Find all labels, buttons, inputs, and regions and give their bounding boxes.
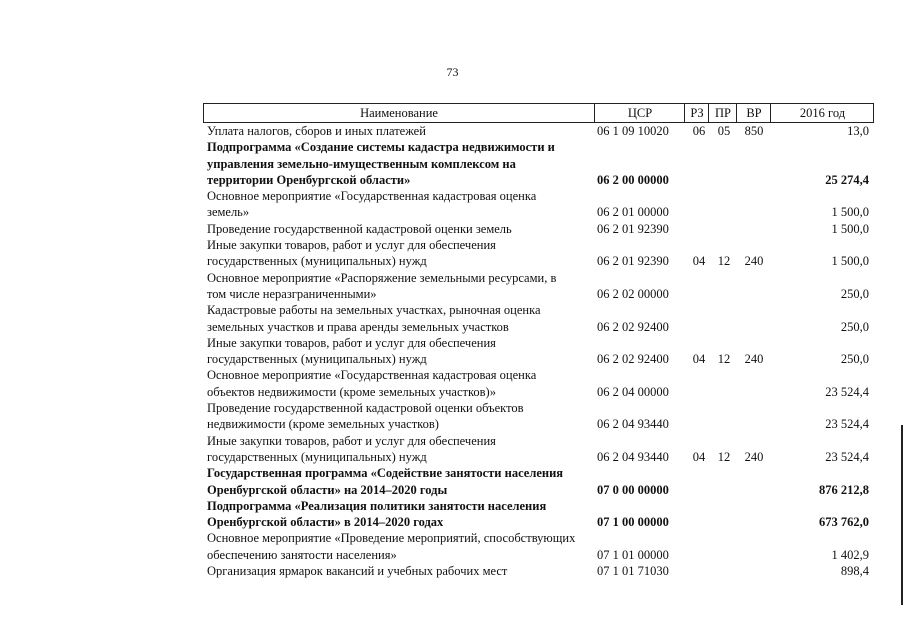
row-pr: 12 <box>717 352 731 367</box>
scan-edge-mark <box>901 425 903 605</box>
row-name-line: управления земельно-имущественным комплексом на <box>207 156 516 171</box>
table-row <box>203 237 874 270</box>
row-name-line: земельных участков и права аренды земельных участков <box>207 319 509 334</box>
row-name-line: Уплата налогов, сборов и иных платежей <box>207 124 426 138</box>
row-rz: 04 <box>692 449 706 464</box>
row-rz: 04 <box>692 254 706 269</box>
row-name-line: территории Оренбургской области» <box>207 172 411 187</box>
table-row <box>203 465 874 498</box>
table-row <box>203 302 874 335</box>
row-amount: 250,0 <box>840 352 869 367</box>
row-name <box>207 221 587 237</box>
row-name <box>207 123 587 139</box>
row-name-line: обеспечению занятости населения» <box>207 547 397 562</box>
row-csr: 07 0 00 00000 <box>597 482 669 497</box>
table-row <box>203 530 874 563</box>
row-name-line: Организация ярмарок вакансий и учебных рабочих мест <box>207 564 508 579</box>
row-csr: 07 1 00 00000 <box>597 515 669 530</box>
table-header <box>203 103 874 123</box>
row-name-line: Кадастровые работы на земельных участках, рыночная оценка <box>207 303 541 318</box>
row-vr: 850 <box>744 124 764 138</box>
row-name <box>207 188 587 221</box>
header-rz: РЗ <box>684 104 709 122</box>
row-csr: 06 2 01 92390 <box>597 221 669 236</box>
row-name <box>207 270 587 303</box>
header-name: Наименование <box>360 106 438 120</box>
row-rz: 04 <box>692 352 706 367</box>
row-csr: 06 2 01 92390 <box>597 254 669 269</box>
row-csr: 06 2 04 93440 <box>597 449 669 464</box>
row-name-line: государственных (муниципальных) нужд <box>207 449 427 464</box>
table-row <box>203 367 874 400</box>
row-csr: 06 2 02 92400 <box>597 352 669 367</box>
row-name-line: Подпрограмма «Реализация политики занятости населения <box>207 498 547 513</box>
row-name <box>207 400 587 433</box>
row-name-line: Оренбургской области» в 2014–2020 годах <box>207 515 444 530</box>
row-csr: 07 1 01 71030 <box>597 564 669 579</box>
table-row <box>203 221 874 237</box>
row-amount: 1 500,0 <box>831 221 869 236</box>
table-row <box>203 335 874 368</box>
row-name <box>207 237 587 270</box>
table-row <box>203 433 874 466</box>
row-name <box>207 465 587 498</box>
row-csr: 06 2 04 93440 <box>597 417 669 432</box>
row-name <box>207 563 587 579</box>
row-name-line: земель» <box>207 205 250 220</box>
row-vr: 240 <box>744 254 764 269</box>
table-row <box>203 563 874 579</box>
row-name-line: Основное мероприятие «Государственная кадастровая оценка <box>207 189 537 204</box>
table-row <box>203 400 874 433</box>
row-amount: 250,0 <box>840 319 869 334</box>
row-csr: 07 1 01 00000 <box>597 547 669 562</box>
row-amount: 250,0 <box>840 286 869 301</box>
row-name-line: Подпрограмма «Создание системы кадастра недвижимости и <box>207 140 555 155</box>
row-amount: 23 524,4 <box>825 384 869 399</box>
row-pr: 12 <box>717 254 731 269</box>
row-name-line: Иные закупки товаров, работ и услуг для обеспечения <box>207 433 496 448</box>
row-name-line: государственных (муниципальных) нужд <box>207 254 427 269</box>
budget-table <box>203 103 874 579</box>
header-vr: ВР <box>736 104 771 122</box>
row-name-line: Проведение государственной кадастровой оценки объектов <box>207 401 524 416</box>
table-row <box>203 139 874 188</box>
row-name <box>207 335 587 368</box>
row-amount: 1 500,0 <box>831 205 869 220</box>
row-csr: 06 1 09 10020 <box>597 124 669 138</box>
row-amount: 25 274,4 <box>825 172 869 187</box>
row-name-line: государственных (муниципальных) нужд <box>207 352 427 367</box>
row-pr: 12 <box>717 449 731 464</box>
header-year: 2016 год <box>770 104 874 122</box>
row-amount: 23 524,4 <box>825 417 869 432</box>
row-vr: 240 <box>744 352 764 367</box>
table-body <box>203 123 874 579</box>
row-csr: 06 2 02 00000 <box>597 286 669 301</box>
row-name-line: Основное мероприятие «Проведение мероприятий, способствующих <box>207 531 576 546</box>
row-name-line: Иные закупки товаров, работ и услуг для обеспечения <box>207 238 496 253</box>
row-name-line: Государственная программа «Содействие занятости населения <box>207 466 564 481</box>
row-name <box>207 302 587 335</box>
header-pr: ПР <box>708 104 737 122</box>
row-name-line: том числе неразграниченными» <box>207 286 377 301</box>
row-pr: 05 <box>717 124 731 138</box>
row-name-line: Проведение государственной кадастровой оценки земель <box>207 221 512 236</box>
row-csr: 06 2 00 00000 <box>597 172 669 187</box>
row-name-line: недвижимости (кроме земельных участков) <box>207 417 439 432</box>
row-name-line: Оренбургской области» на 2014–2020 годы <box>207 482 448 497</box>
row-name-line: Основное мероприятие «Государственная кадастровая оценка <box>207 368 537 383</box>
row-amount: 898,4 <box>840 564 869 579</box>
table-row <box>203 188 874 221</box>
row-csr: 06 2 01 00000 <box>597 205 669 220</box>
row-name <box>207 530 587 563</box>
table-row <box>203 498 874 531</box>
page-number: 73 <box>446 65 459 79</box>
row-name <box>207 139 587 188</box>
row-amount: 1 402,9 <box>831 547 869 562</box>
row-name <box>207 498 587 531</box>
row-csr: 06 2 04 00000 <box>597 384 669 399</box>
table-row <box>203 123 874 139</box>
table-row <box>203 270 874 303</box>
row-vr: 240 <box>744 449 764 464</box>
row-name <box>207 433 587 466</box>
row-amount: 13,0 <box>847 124 869 138</box>
row-amount: 673 762,0 <box>819 515 869 530</box>
row-amount: 23 524,4 <box>825 449 869 464</box>
row-csr: 06 2 02 92400 <box>597 319 669 334</box>
row-name-line: объектов недвижимости (кроме земельных участков)» <box>207 384 496 399</box>
row-amount: 876 212,8 <box>819 482 869 497</box>
row-name-line: Основное мероприятие «Распоряжение земельными ресурсами, в <box>207 270 557 285</box>
row-rz: 06 <box>692 124 706 138</box>
row-name <box>207 367 587 400</box>
header-csr: ЦСР <box>594 104 685 122</box>
row-name-line: Иные закупки товаров, работ и услуг для обеспечения <box>207 335 496 350</box>
row-amount: 1 500,0 <box>831 254 869 269</box>
